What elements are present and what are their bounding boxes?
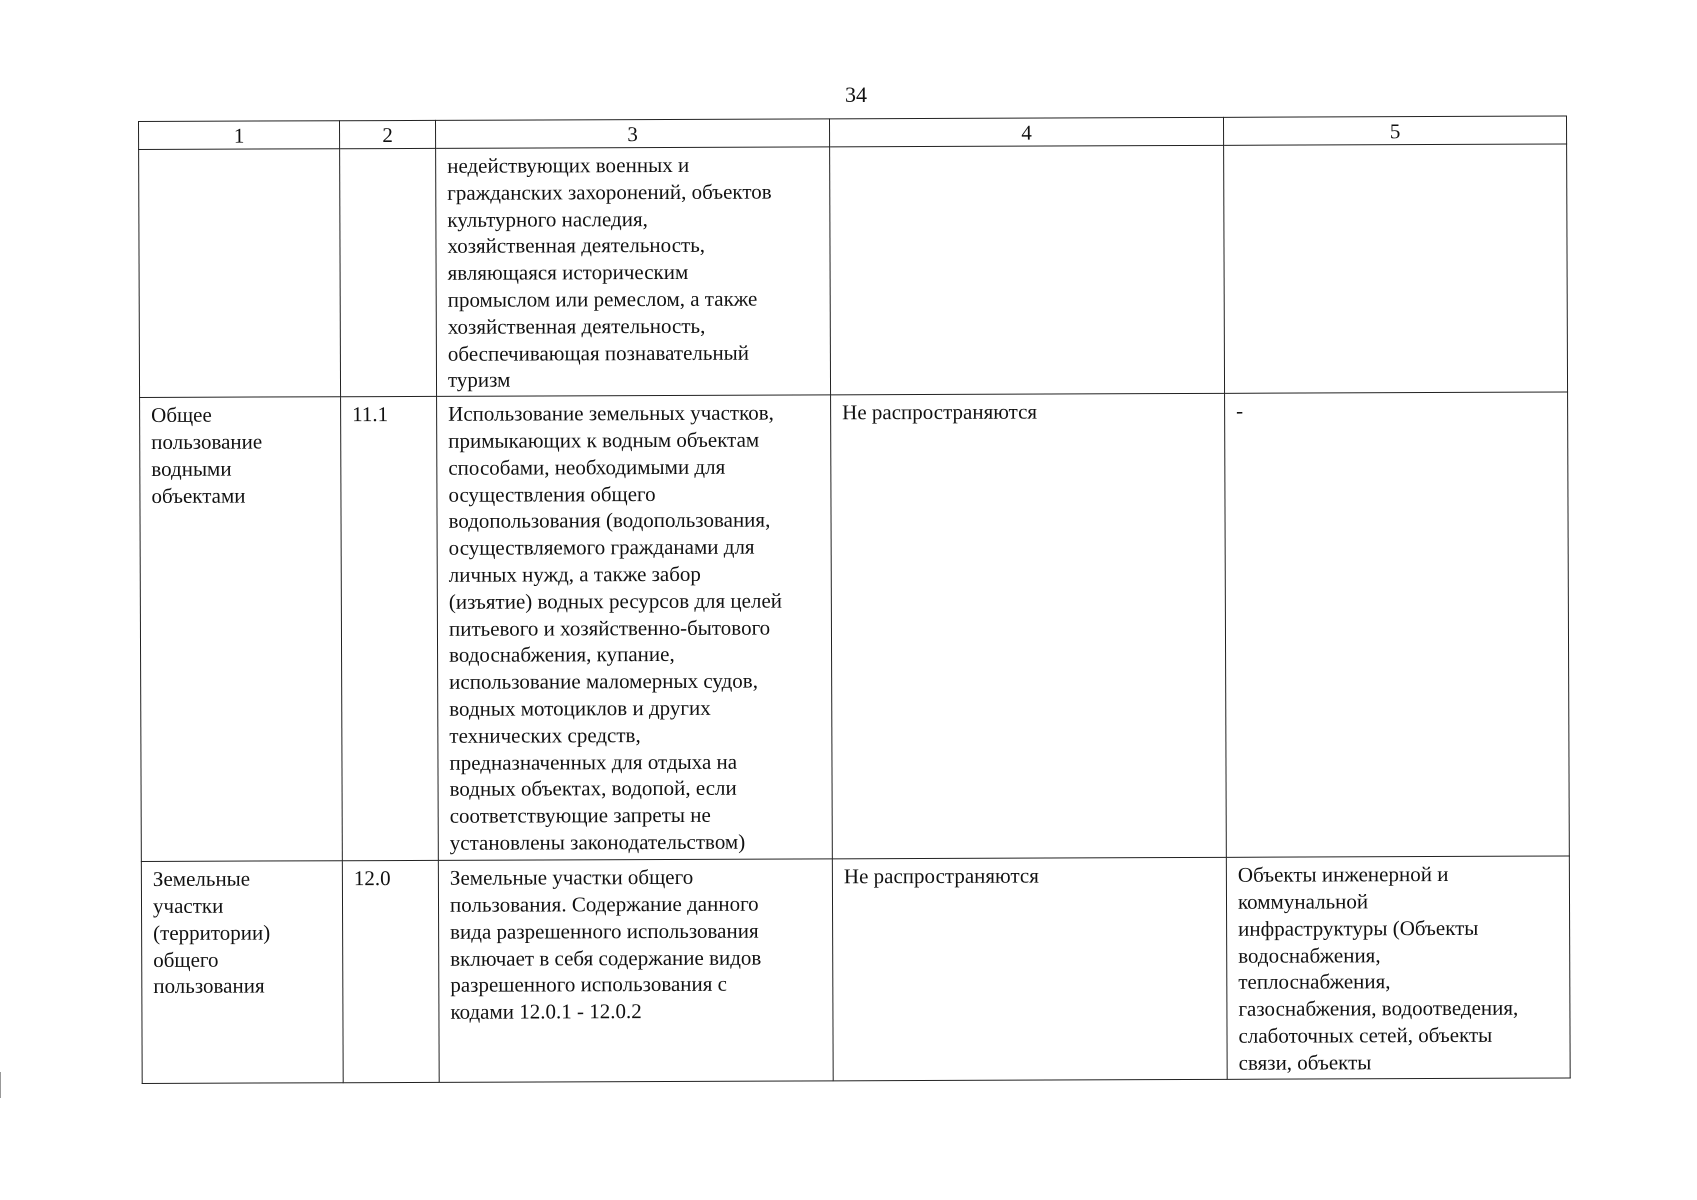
header-col-3: 3 — [435, 119, 829, 149]
cell-col5: Объекты инженерной и коммунальной инфраструктуры (Объекты водоснабжения, теплоснабжения, газоснабжения, водоотведения, слаботочных сетей, объекты связи, объекты — [1226, 856, 1570, 1079]
header-col-4: 4 — [829, 117, 1223, 147]
cell-use-name: Земельные участки (территории) общего пользования — [141, 861, 343, 1083]
cell-use-description: Земельные участки общего пользования. Содержание данного вида разрешенного использования включает в себя содержание видов разрешенного использования с кодами 12.0.1 - 12.0.2 — [438, 859, 833, 1082]
cell-col5 — [1224, 144, 1568, 393]
cell-col4: Не распространяются — [832, 857, 1227, 1080]
table-body — [139, 144, 1571, 1083]
cell-use-description: недействующих военных и гражданских захоронений, объектов культурного наследия, хозяйственная деятельность, являющаяся историческим промыслом или ремеслом, а также хозяйственная деятельность, обеспечивающая познавательный туризм — [436, 147, 831, 397]
cell-use-code — [340, 148, 437, 397]
land-use-table — [138, 116, 1571, 1084]
page-number: 34 — [845, 82, 867, 107]
cell-use-name: Общее пользование водными объектами — [140, 397, 343, 862]
header-col-5: 5 — [1223, 116, 1566, 145]
cell-col5: - — [1225, 392, 1570, 857]
header-col-2: 2 — [340, 120, 436, 148]
table-row — [139, 144, 1568, 398]
cell-use-code: 11.1 — [341, 397, 439, 861]
table-row — [141, 856, 1570, 1083]
header-col-1: 1 — [139, 121, 340, 150]
cell-use-description: Использование земельных участков, примыкающих к водным объектам способами, необходимыми для осуществления общего водопользования (водопользования, осуществляемого гражданами для личных нужд, а также забор (изъятие) водных ресурсов для целей питьевого и хозяйственно-бытового водоснабжения, купание, использование маломерных судов, водных мотоциклов и других технических средств, предназначенных для отдыха на водных объектах, водопой, если соответствующие запреты не установлены законодательством) — [437, 395, 833, 861]
cell-col4 — [830, 145, 1225, 395]
cell-use-name — [139, 149, 341, 398]
cell-col4: Не распространяются — [831, 394, 1227, 860]
table-row — [140, 392, 1570, 861]
scan-edge-mark — [0, 1072, 7, 1098]
cell-use-code: 12.0 — [342, 861, 439, 1083]
